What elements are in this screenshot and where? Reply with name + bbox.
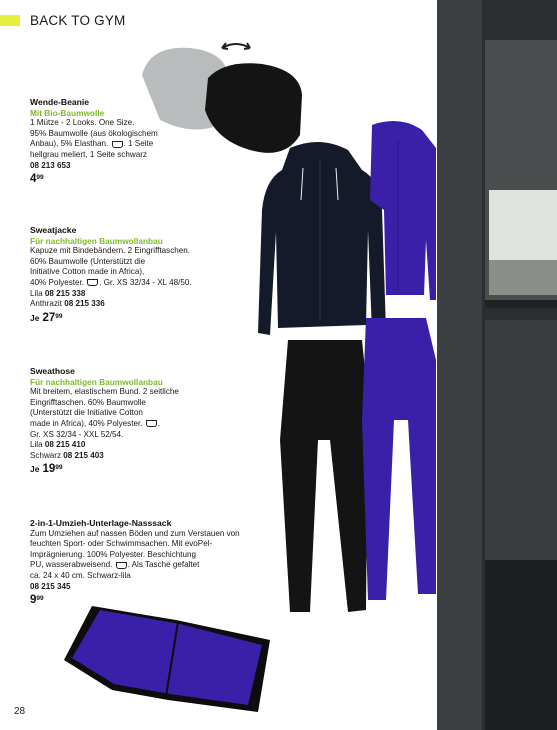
beanie-black-image (205, 63, 302, 153)
desc-line: 40% Polyester. (30, 277, 84, 287)
article-number: 08 215 338 (44, 288, 86, 298)
product-name: 2-in-1-Umzieh-Unterlage-Nasssack (30, 518, 172, 528)
sweatjacke-anthrazit-image (258, 142, 386, 335)
price: $9^{99}$ (30, 594, 44, 607)
price: $4^{99}$ (30, 173, 44, 186)
desc-line: Initiative Cotton made in Africa), (30, 267, 145, 277)
desc-line: PU, wasserabweisend. (30, 560, 113, 570)
sweathose-lila-image (362, 318, 436, 600)
nasssack-image (64, 606, 270, 712)
swap-arrow-icon (222, 43, 250, 49)
desc-line: . Gr. XS 32/34 - XL 48/50. (99, 277, 192, 287)
desc-line: (Unterstützt die Initiative Cotton (30, 408, 143, 418)
product-name: Sweathose (30, 366, 75, 376)
product-name: Wende-Beanie (30, 97, 90, 107)
page-number: 28 (14, 706, 26, 717)
desc-line: 95% Baumwolle (aus ökologischem (30, 128, 158, 138)
price: Je $27^{99}$ (30, 311, 63, 324)
article-number: 08 215 345 (30, 581, 71, 591)
desc-line: . Als Tasche gefaltet (127, 560, 200, 570)
desc-line: Anbau), 5% Elasthan. (30, 139, 109, 149)
desc-line: Gr. XS 32/34 - XXL 52/54. (30, 429, 124, 439)
desc-line: Kapuze mit Bindebändern. 2 Eingrifftaschen. (30, 246, 191, 256)
variant-label: Schwarz (30, 450, 62, 460)
desc-line: ca. 24 x 40 cm. Schwarz-lila (30, 570, 131, 580)
product-name: Sweatjacke (30, 225, 77, 235)
desc-line: 60% Baumwolle (Unterstützt die (30, 256, 146, 266)
desc-line: feuchten Sport- oder Schwimmsachen. Mit evoPel- (30, 539, 213, 549)
article-number: 08 215 403 (63, 450, 104, 460)
product-sweathose: Sweathose Für nachhaltigen Baumwollanbau Mit breitem, elastischem Bund. 2 seitliche Eingrifftaschen. 60% Baumwolle (Unterstützt die Initiative Cotton made in Africa), 40% Polyester. . Gr. XS 32/34 - XXL 52/54. Lila 08 215 410 Schwarz 08 215 403 Je $19^{99}$ (30, 366, 245, 475)
variant-label: Lila (30, 440, 43, 450)
desc-line: Zum Umziehen auf nassen Böden und zum Verstauen von (30, 528, 240, 538)
desc-line: hellgrau meliert, 1 Seite schwarz (30, 149, 147, 159)
desc-line: . 1 Seite (123, 139, 154, 149)
eco-label: Für nachhaltigen Baumwollanbau (30, 376, 163, 387)
desc-line: Imprägnierung. 100% Polyester. Beschichtung (30, 549, 197, 559)
desc-line: Eingrifftaschen. 60% Baumwolle (30, 397, 146, 407)
background-photo (437, 0, 557, 730)
desc-line: made in Africa), 40% Polyester. (30, 418, 143, 428)
eco-label: Für nachhaltigen Baumwollanbau (30, 235, 163, 246)
price: Je $19^{99}$ (30, 463, 63, 476)
desc-line: 1 Mütze - 2 Looks. One Size. (30, 118, 135, 128)
variant-label: Anthrazit (30, 299, 62, 309)
article-number: 08 213 653 (30, 160, 71, 170)
article-number: 08 215 410 (44, 440, 86, 450)
eco-label: Mit Bio-Baumwolle (30, 107, 105, 118)
variant-label: Lila (30, 288, 43, 298)
desc-line: Mit breitem, elastischem Bund. 2 seitliche (30, 387, 179, 397)
section-title: BACK TO GYM (30, 13, 126, 28)
sweathose-schwarz-image (280, 340, 368, 612)
article-number: 08 215 336 (64, 299, 105, 309)
